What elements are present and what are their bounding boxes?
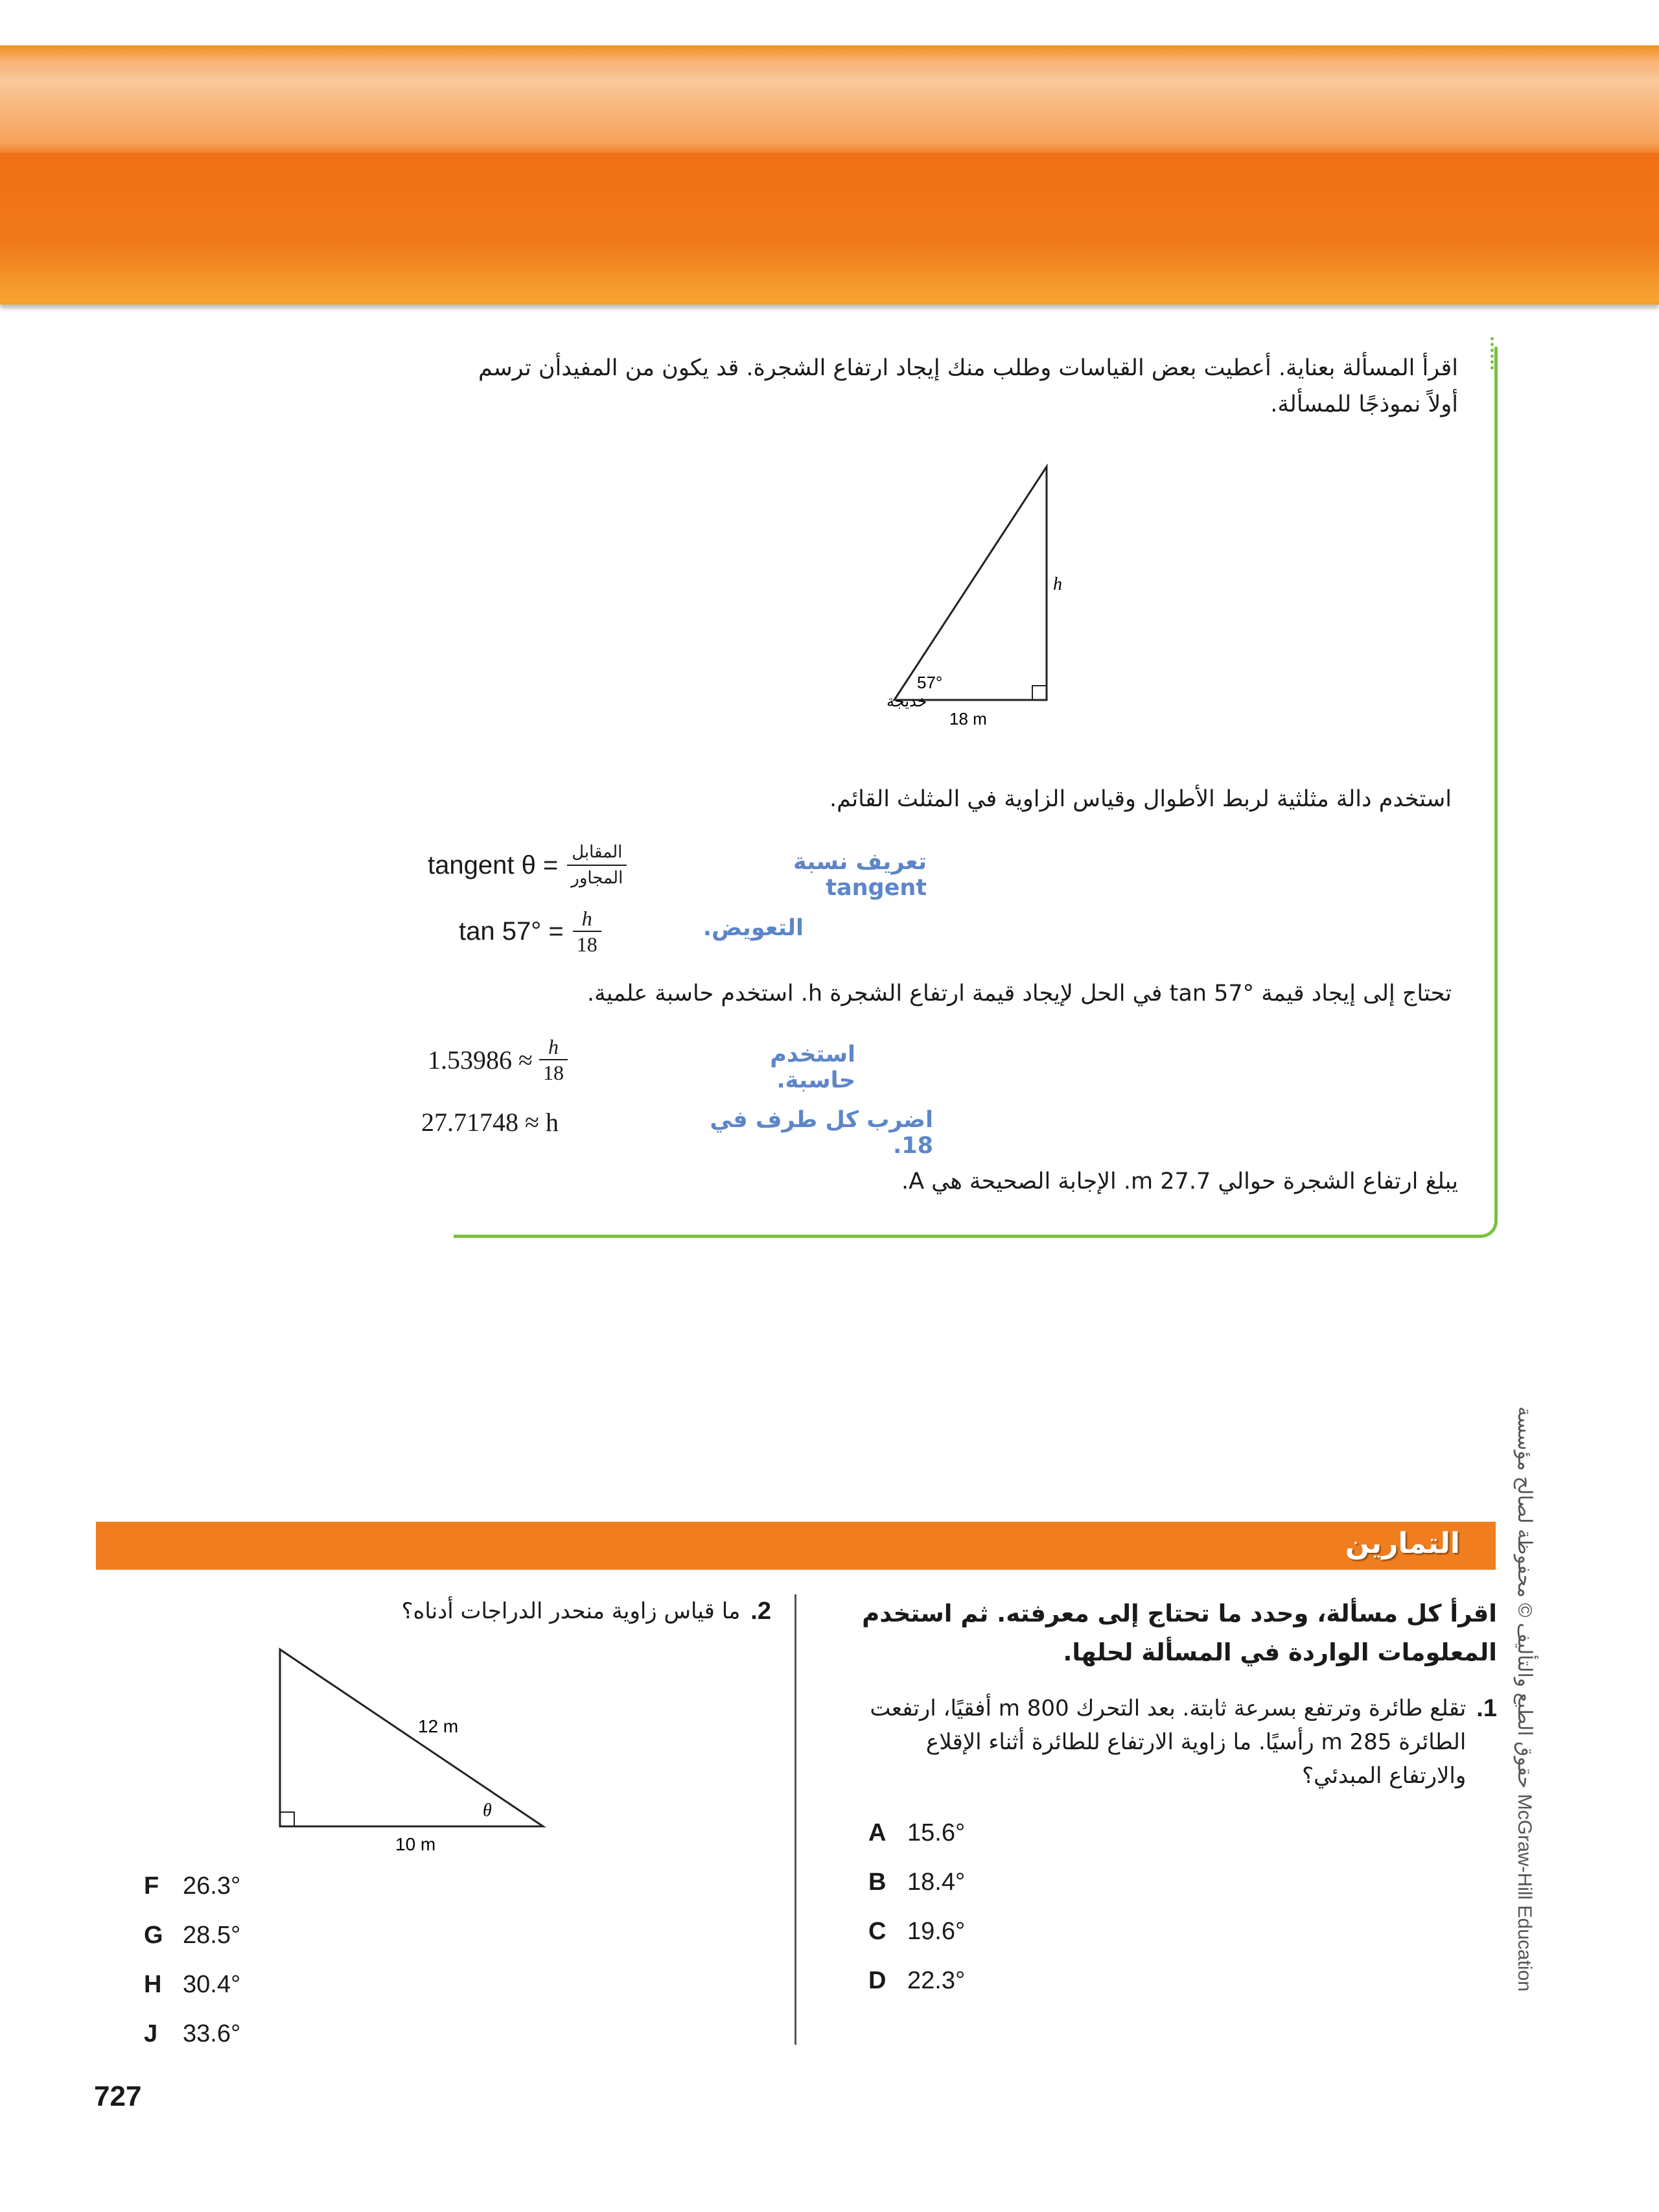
- conclusion-text: يبلغ ارتفاع الشجرة حوالي 27.7 m. الإجابة الصحيحة هي A.: [901, 1169, 1458, 1194]
- choice-value: 30.4°: [183, 1971, 241, 1998]
- choice-value: 33.6°: [183, 2020, 241, 2047]
- choice-value: 26.3°: [183, 1872, 241, 1900]
- eq1-fraction: [567, 840, 627, 891]
- choice-letter: A: [868, 1819, 887, 1846]
- choice-value: 28.5°: [183, 1922, 241, 1949]
- eq2-note: التعويض.: [702, 915, 804, 941]
- choice-letter: G: [144, 1922, 163, 1949]
- ramp-right-angle-mark: [280, 1812, 294, 1826]
- choice-c[interactable]: [868, 1907, 965, 1956]
- q1-choices: [868, 1808, 965, 2005]
- eq1-note: تعريف نسبة tangent: [793, 849, 927, 901]
- choice-value: 22.3°: [907, 1967, 966, 1994]
- choice-value: 15.6°: [907, 1819, 966, 1846]
- choice-value: 18.4°: [907, 1869, 966, 1896]
- choice-g[interactable]: [144, 1911, 240, 1960]
- tree-triangle: [894, 467, 1047, 700]
- equation-multiply: 27.71748 ≈ h: [421, 1108, 559, 1137]
- choice-f[interactable]: [144, 1861, 240, 1911]
- q2-choices: [144, 1861, 240, 2058]
- eq1-denominator: المجاور: [571, 868, 623, 888]
- equation-calculator: [428, 1030, 568, 1089]
- q1-text: تقلع طائرة وترتفع بسرعة ثابتة. بعد التحرك 800 m أفقيًا، ارتفعت الطائرة 285 m رأسيًا. ما زاوية الارتفاع للطائرة أثناء الإقلاع والارتفاع المبدئي؟: [870, 1695, 1467, 1789]
- q1-number: 1.: [1476, 1695, 1497, 1722]
- choice-a[interactable]: [868, 1808, 965, 1857]
- exercises-title: التمارين: [1345, 1527, 1460, 1560]
- choice-letter: J: [144, 2020, 158, 2047]
- eq3-lhs: 1.53986 ≈: [428, 1045, 533, 1075]
- choice-value: 19.6°: [907, 1918, 966, 1945]
- eq3-note: استخدم حاسبة.: [770, 1042, 855, 1093]
- choice-letter: F: [144, 1872, 159, 1900]
- choice-letter: B: [868, 1869, 887, 1896]
- equation-substitution: [459, 902, 601, 960]
- exercises-bar: [96, 1522, 1496, 1570]
- ramp-triangle-figure: [272, 1640, 557, 1860]
- q2-text: ما قياس زاوية منحدر الدراجات أدناه؟: [401, 1598, 741, 1624]
- eq1-lhs: tangent θ =: [428, 850, 559, 879]
- choice-b[interactable]: [868, 1857, 965, 1907]
- choice-letter: H: [144, 1971, 162, 1998]
- ramp-triangle: [280, 1649, 543, 1826]
- khadija-label: خديجة: [887, 692, 927, 710]
- panel-dotted-edge: [1491, 337, 1494, 369]
- q2-number: 2.: [750, 1598, 771, 1625]
- copyright-sidebar: [1491, 1406, 1542, 2055]
- example-intro: اقرأ المسألة بعناية. أعطيت بعض القياسات وطلب منك إيجاد ارتفاع الشجرة. قد يكون من المفيدأن ترسم أولاً نموذجًا للمسألة.: [478, 355, 1458, 417]
- equation-tangent-definition: [428, 836, 627, 894]
- theta-label: θ: [483, 1800, 492, 1821]
- eq1-numerator: المقابل: [567, 840, 627, 866]
- exercises-instructions: اقرأ كل مسألة، وحدد ما تحتاج إلى معرفته. ثم استخدم المعلومات الواردة في المسألة لحلها.: [862, 1600, 1497, 1666]
- choice-j[interactable]: [144, 2009, 240, 2058]
- choice-d[interactable]: [868, 1956, 965, 2005]
- page-number: 727: [94, 2080, 142, 2112]
- base-18m-label: 18 m: [949, 709, 987, 728]
- tree-triangle-figure: [810, 454, 1095, 739]
- question-1: [842, 1692, 1497, 1793]
- calc-text: تحتاج إلى إيجاد قيمة tan 57° في الحل لإيجاد قيمة ارتفاع الشجرة h. استخدم حاسبة علمية.: [587, 981, 1452, 1007]
- eq3-numerator: h: [539, 1034, 568, 1060]
- eq2-denominator: 18: [576, 933, 597, 956]
- angle-57-label: 57°: [917, 673, 943, 692]
- eq2-numerator: h: [573, 906, 601, 932]
- right-angle-mark: [1032, 686, 1047, 700]
- column-divider: [795, 1594, 796, 2045]
- base-10m-label: 10 m: [395, 1834, 436, 1854]
- side-h-label: h: [1053, 574, 1062, 594]
- header-band-shade: [0, 153, 1659, 302]
- eq3-denominator: 18: [542, 1061, 564, 1084]
- choice-letter: D: [868, 1967, 887, 1994]
- eq4-note: اضرب كل طرف في 18.: [710, 1107, 933, 1159]
- choice-h[interactable]: [144, 1960, 240, 2009]
- question-2: [324, 1594, 771, 1628]
- copyright-text: حقوق الطبع والتأليف © محفوظة لصالح مؤسسة McGraw-Hill Education: [1514, 1406, 1535, 1992]
- eq3-fraction: [539, 1034, 568, 1085]
- step-text: استخدم دالة مثلثية لربط الأطوال وقياس الزاوية في المثلث القائم.: [830, 786, 1452, 812]
- hyp-12m-label: 12 m: [418, 1716, 459, 1736]
- choice-letter: C: [868, 1918, 887, 1945]
- eq2-lhs: tan 57° =: [459, 916, 564, 946]
- eq2-fraction: [573, 906, 601, 957]
